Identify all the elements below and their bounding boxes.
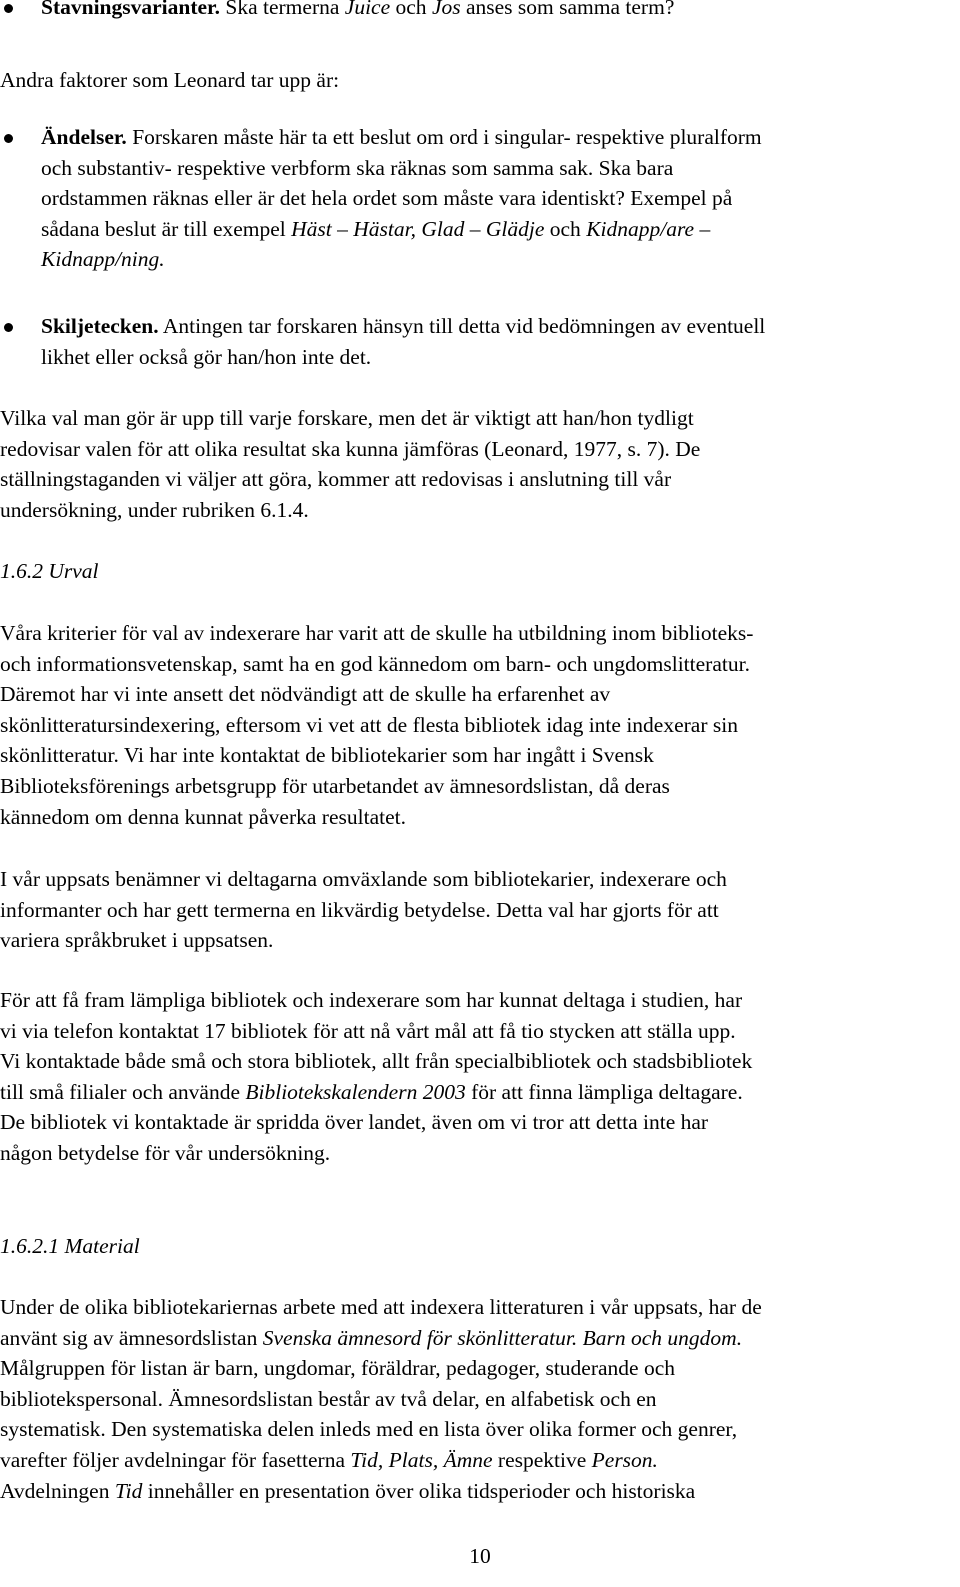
text-line: likhet eller också gör han/hon inte det. <box>41 344 372 369</box>
text: använt sig av ämnesordslistan <box>0 1325 263 1350</box>
text-line: vi via telefon kontaktat 17 bibliotek för att nå vårt mål att få tio stycken att ställa upp. <box>0 1018 736 1043</box>
text-line: Däremot har vi inte ansett det nödvändigt att de skulle ha erfarenhet av <box>0 682 611 707</box>
text: Forskaren måste här ta ett beslut om ord i singular- respektive pluralform <box>126 125 762 149</box>
text-line: ställningstaganden vi väljer att göra, kommer att redovisas i anslutning till vår <box>0 467 672 492</box>
paragraph-benamning <box>0 864 948 956</box>
text: Antingen tar forskaren hänsyn till detta vid bedömningen av eventuell <box>158 314 766 338</box>
text: sådana beslut är till exempel <box>41 216 292 241</box>
example-italic: Kidnapp/are – <box>586 216 711 241</box>
text-line: Målgruppen för listan är barn, ungdomar, föräldrar, pedagoger, studerande och <box>0 1356 676 1381</box>
paragraph-kriterier <box>0 618 948 832</box>
section-heading-material: 1.6.2.1 Material <box>0 1234 140 1258</box>
bullet-lead: Skiljetecken. <box>41 314 159 338</box>
bullet-dot <box>4 4 13 13</box>
text: respektive <box>492 1447 592 1472</box>
paragraph-bibliotek <box>0 985 948 1169</box>
text-line: någon betydelse för vår undersökning. <box>0 1140 331 1165</box>
example-italic: Kidnapp/ning. <box>41 247 165 272</box>
term-italic: Juice <box>344 0 391 19</box>
facet-italic: Person. <box>591 1447 658 1472</box>
text-line: systematisk. Den systematiska delen inleds med en lista över olika former och genrer, <box>0 1417 738 1442</box>
paragraph-material <box>0 1292 948 1506</box>
text-line: undersökning, under rubriken 6.1.4. <box>0 497 309 522</box>
text-line: Vi kontaktade både små och stora bibliotek, allt från specialbibliotek och stadsbibliotek <box>0 1049 753 1074</box>
paragraph-val <box>0 403 948 525</box>
bullet-dot <box>4 134 13 143</box>
text: Ska termerna <box>220 0 345 19</box>
text-line: bibliotekspersonal. Ämnesordslistan består av två delar, en alfabetisk och en <box>0 1386 657 1411</box>
bullet-lead: Ändelser. <box>41 125 127 149</box>
text-line: De bibliotek vi kontaktade är spridda över landet, även om vi tror att detta inte har <box>0 1110 709 1135</box>
intro-line: Andra faktorer som Leonard tar upp är: <box>0 68 340 92</box>
text: till små filialer och använde <box>0 1079 246 1104</box>
facet-italic: Tid, Plats, Ämne <box>350 1447 493 1472</box>
text: varefter följer avdelningar för fasetterna <box>0 1447 351 1472</box>
title-italic: Svenska ämnesord för skönlitteratur. Barn och ungdom. <box>262 1325 743 1350</box>
text-line: För att få fram lämpliga bibliotek och indexerare som har kunnat deltaga i studien, har <box>0 988 743 1012</box>
text: Avdelningen <box>0 1478 115 1503</box>
bullet-dot <box>4 323 13 332</box>
text-line: informanter och har gett termerna en likvärdig betydelse. Detta val har gjorts för att <box>0 897 719 922</box>
text: innehåller en presentation över olika tidsperioder och historiska <box>142 1478 696 1503</box>
text-line: ordstammen räknas eller är det hela ordet som måste vara identiskt? Exempel på <box>41 186 733 211</box>
text-line: Under de olika bibliotekariernas arbete med att indexera litteraturen i vår uppsats, har de <box>0 1295 762 1319</box>
bullet-lead: Stavningsvarianter. <box>41 0 220 19</box>
text-line: och informationsvetenskap, samt ha en god kännedom om barn- och ungdomslitteratur. <box>0 651 750 676</box>
text-line: Våra kriterier för val av indexerare har varit att de skulle ha utbildning inom biblioteks- <box>0 621 754 645</box>
text-line: Vilka val man gör är upp till varje forskare, men det är viktigt att han/hon tydligt <box>0 406 694 430</box>
text: och <box>390 0 432 19</box>
example-italic: Häst – Hästar, Glad – Glädje <box>291 216 545 241</box>
bullet-item-stavningsvarianter <box>0 0 948 23</box>
text-line: variera språkbruket i uppsatsen. <box>0 928 274 953</box>
text-line: I vår uppsats benämner vi deltagarna omväxlande som bibliotekarier, indexerare och <box>0 867 727 891</box>
term-italic: Jos <box>431 0 461 19</box>
text-line: Biblioteksförenings arbetsgrupp för utarbetandet av ämnesordslistan, då deras <box>0 773 670 798</box>
text-line: och substantiv- respektive verbform ska räknas som samma sak. Ska bara <box>41 155 674 180</box>
text: för att finna lämpliga deltagare. <box>465 1079 743 1104</box>
title-italic: Bibliotekskalendern 2003 <box>245 1079 466 1104</box>
bullet-item-andelser <box>0 122 948 275</box>
text: anses som samma term? <box>460 0 675 19</box>
text-line: skönlitteratur. Vi har inte kontaktat de bibliotekarier som har ingått i Svensk <box>0 743 654 768</box>
text: och <box>544 216 587 241</box>
facet-italic: Tid <box>114 1478 143 1503</box>
bullet-item-skiljetecken <box>0 311 948 372</box>
page-number: 10 <box>469 1544 491 1568</box>
text-line: redovisar valen för att olika resultat ska kunna jämföras (Leonard, 1977, s. 7). De <box>0 436 701 461</box>
text-line: skönlitteratursindexering, eftersom vi vet att de flesta bibliotek idag inte indexerar sin <box>0 712 738 737</box>
text-line: kännedom om denna kunnat påverka resultatet. <box>0 804 406 829</box>
section-heading-urval: 1.6.2 Urval <box>0 559 99 583</box>
